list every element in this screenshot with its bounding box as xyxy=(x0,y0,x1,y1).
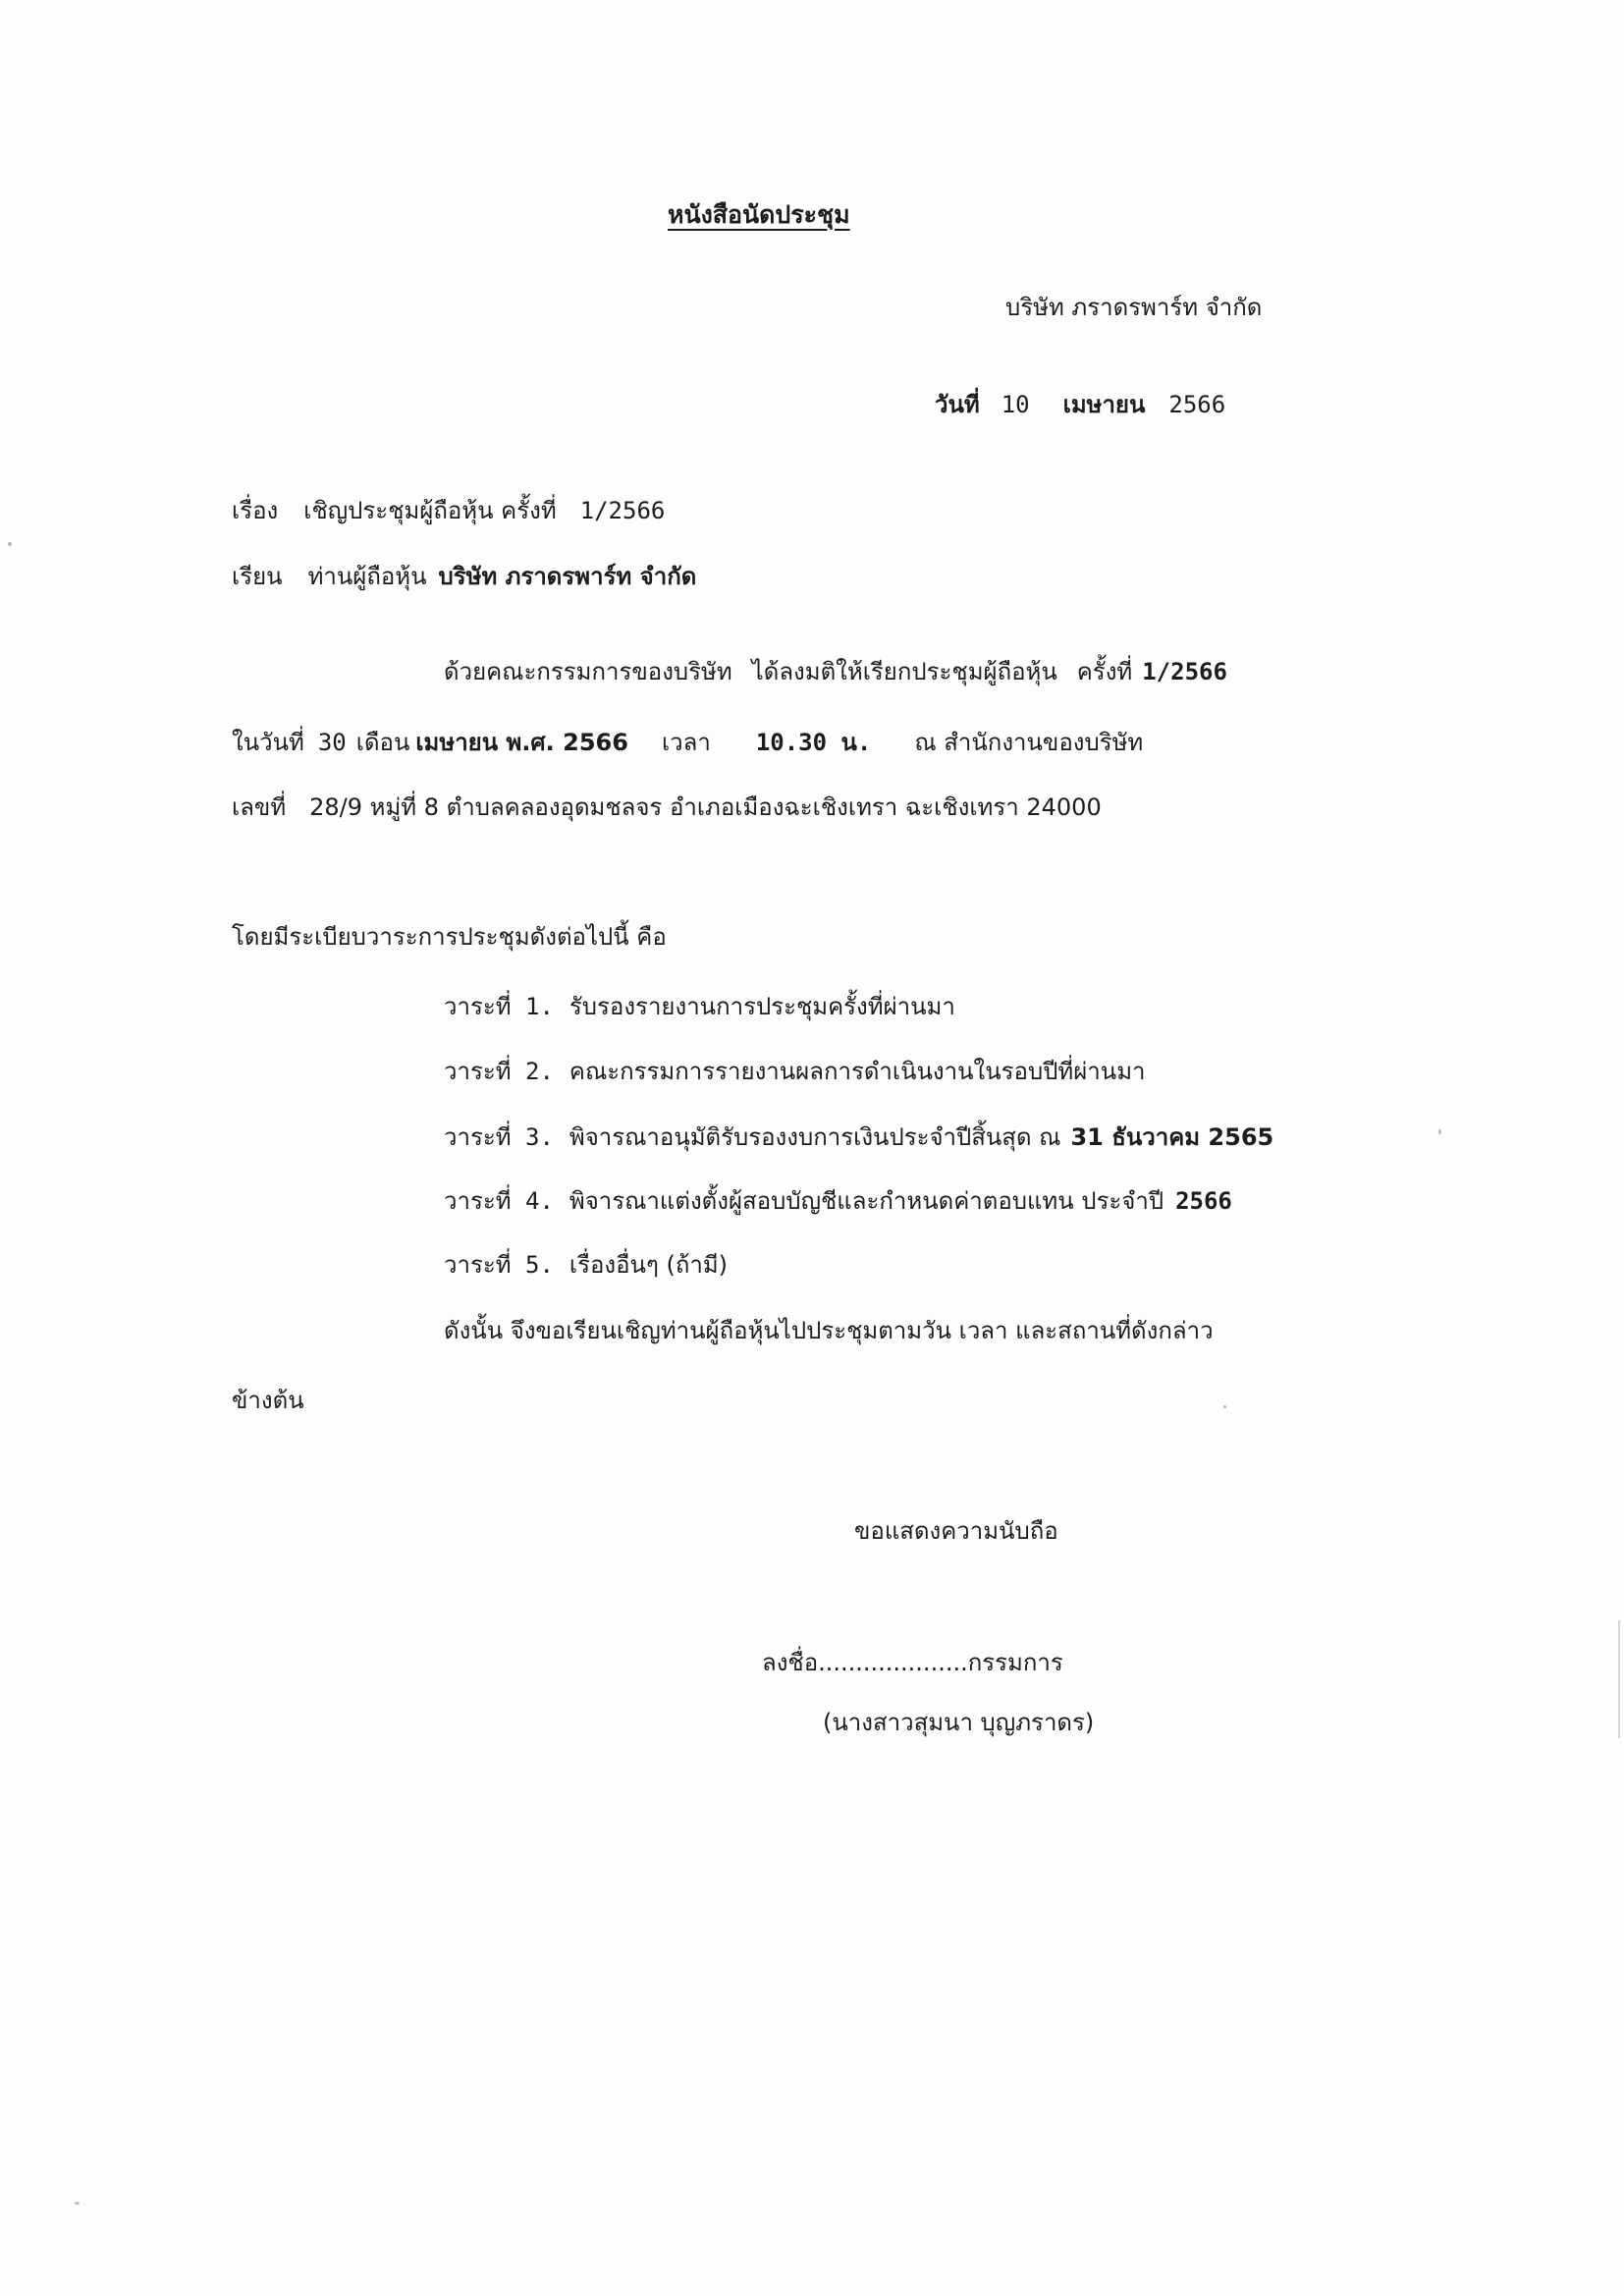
body-text: เลขที่ xyxy=(232,793,287,821)
agenda-item xyxy=(444,1121,1273,1153)
scan-speck xyxy=(8,542,12,546)
regards: ขอแสดงความนับถือ xyxy=(854,1517,1058,1545)
agenda-label: วาระที่ 5. xyxy=(444,1251,554,1279)
scan-speck xyxy=(75,2202,80,2205)
body-text: ณ สำนักงานของบริษัท xyxy=(914,729,1144,756)
date-year: 2566 xyxy=(1168,391,1226,418)
closing-line-1: ดังนั้น จึงขอเรียนเชิญท่านผู้ถือหุ้นไปประชุมตามวัน เวลา และสถานที่ดังกล่าว xyxy=(444,1317,1214,1344)
signature-text: ลงชื่อ....................กรรมการ xyxy=(762,1649,1063,1676)
meeting-number: 1/2566 xyxy=(1142,658,1227,685)
date-day: 10 xyxy=(1001,391,1030,418)
meeting-month: เมษายน พ.ศ. 2566 xyxy=(415,729,628,756)
agenda-item xyxy=(444,1249,728,1281)
date-label: วันที่ xyxy=(935,391,980,418)
body-line-1 xyxy=(444,656,1227,687)
document-date xyxy=(935,389,1225,420)
agenda-item xyxy=(444,1185,1232,1217)
body-line-3 xyxy=(232,792,1102,823)
date-month: เมษายน xyxy=(1062,391,1146,418)
agenda-text: คณะกรรมการรายงานผลการดำเนินงานในรอบปีที่ผ่านมา xyxy=(568,1058,1146,1085)
subject-number: 1/2566 xyxy=(579,497,666,524)
body-text: เวลา xyxy=(661,729,711,756)
document-title: หนังสือนัดประชุม xyxy=(668,200,850,229)
signature-line xyxy=(762,1647,1063,1678)
subject-label: เรื่อง xyxy=(232,497,279,524)
recipient-label: เรียน xyxy=(232,563,283,590)
agenda-text: เรื่องอื่นๆ (ถ้ามี) xyxy=(568,1251,729,1279)
recipient-line xyxy=(232,561,696,592)
agenda-item xyxy=(444,1056,1146,1087)
agenda-date: 31 ธันวาคม 2565 xyxy=(1070,1123,1274,1151)
agenda-label: วาระที่ 2. xyxy=(444,1058,554,1085)
scan-edge xyxy=(1618,1620,1620,1738)
agenda-label: วาระที่ 3. xyxy=(444,1123,554,1151)
agenda-year: 2566 xyxy=(1175,1187,1232,1215)
agenda-text: พิจารณาแต่งตั้งผู้สอบบัญชีและกำหนดค่าตอบแทน ประจำปี xyxy=(568,1187,1164,1215)
agenda-label: วาระที่ 1. xyxy=(444,993,554,1020)
signer-name: (นางสาวสุมนา บุญภราดร) xyxy=(823,1709,1095,1736)
body-text: เดือน xyxy=(355,729,410,756)
meeting-time: 10.30 น. xyxy=(755,729,872,756)
body-text: ด้วยคณะกรรมการของบริษัท xyxy=(444,658,732,685)
recipient-company: บริษัท ภราดรพาร์ท จำกัด xyxy=(438,563,697,590)
company-header: บริษัท ภราดรพาร์ท จำกัด xyxy=(1005,294,1263,321)
closing-line-2: ข้างต้น xyxy=(232,1387,304,1414)
agenda-text: พิจารณาอนุมัติรับรองงบการเงินประจำปีสิ้นสุด ณ xyxy=(568,1123,1061,1151)
body-text: ได้ลงมติให้เรียกประชุมผู้ถือหุ้น xyxy=(751,658,1057,685)
meeting-day: 30 xyxy=(317,729,347,756)
scan-speck xyxy=(1438,1129,1441,1134)
agenda-intro: โดยมีระเบียบวาระการประชุมดังต่อไปนี้ คือ xyxy=(232,923,667,951)
subject-text: เชิญประชุมผู้ถือหุ้น ครั้งที่ xyxy=(303,497,557,524)
agenda-item xyxy=(444,991,955,1022)
body-text: ในวันที่ xyxy=(232,729,304,756)
body-line-2 xyxy=(232,727,1143,758)
subject-line xyxy=(232,495,665,526)
scan-speck xyxy=(1223,1405,1226,1408)
recipient-text: ท่านผู้ถือหุ้น xyxy=(307,563,427,590)
meeting-address: 28/9 หมู่ที่ 8 ตำบลคลองอุดมชลจร อำเภอเมืองฉะเชิงเทรา ฉะเชิงเทรา 24000 xyxy=(309,793,1102,821)
body-text: ครั้งที่ xyxy=(1076,658,1133,685)
agenda-text: รับรองรายงานการประชุมครั้งที่ผ่านมา xyxy=(568,993,955,1020)
agenda-label: วาระที่ 4. xyxy=(444,1187,554,1215)
